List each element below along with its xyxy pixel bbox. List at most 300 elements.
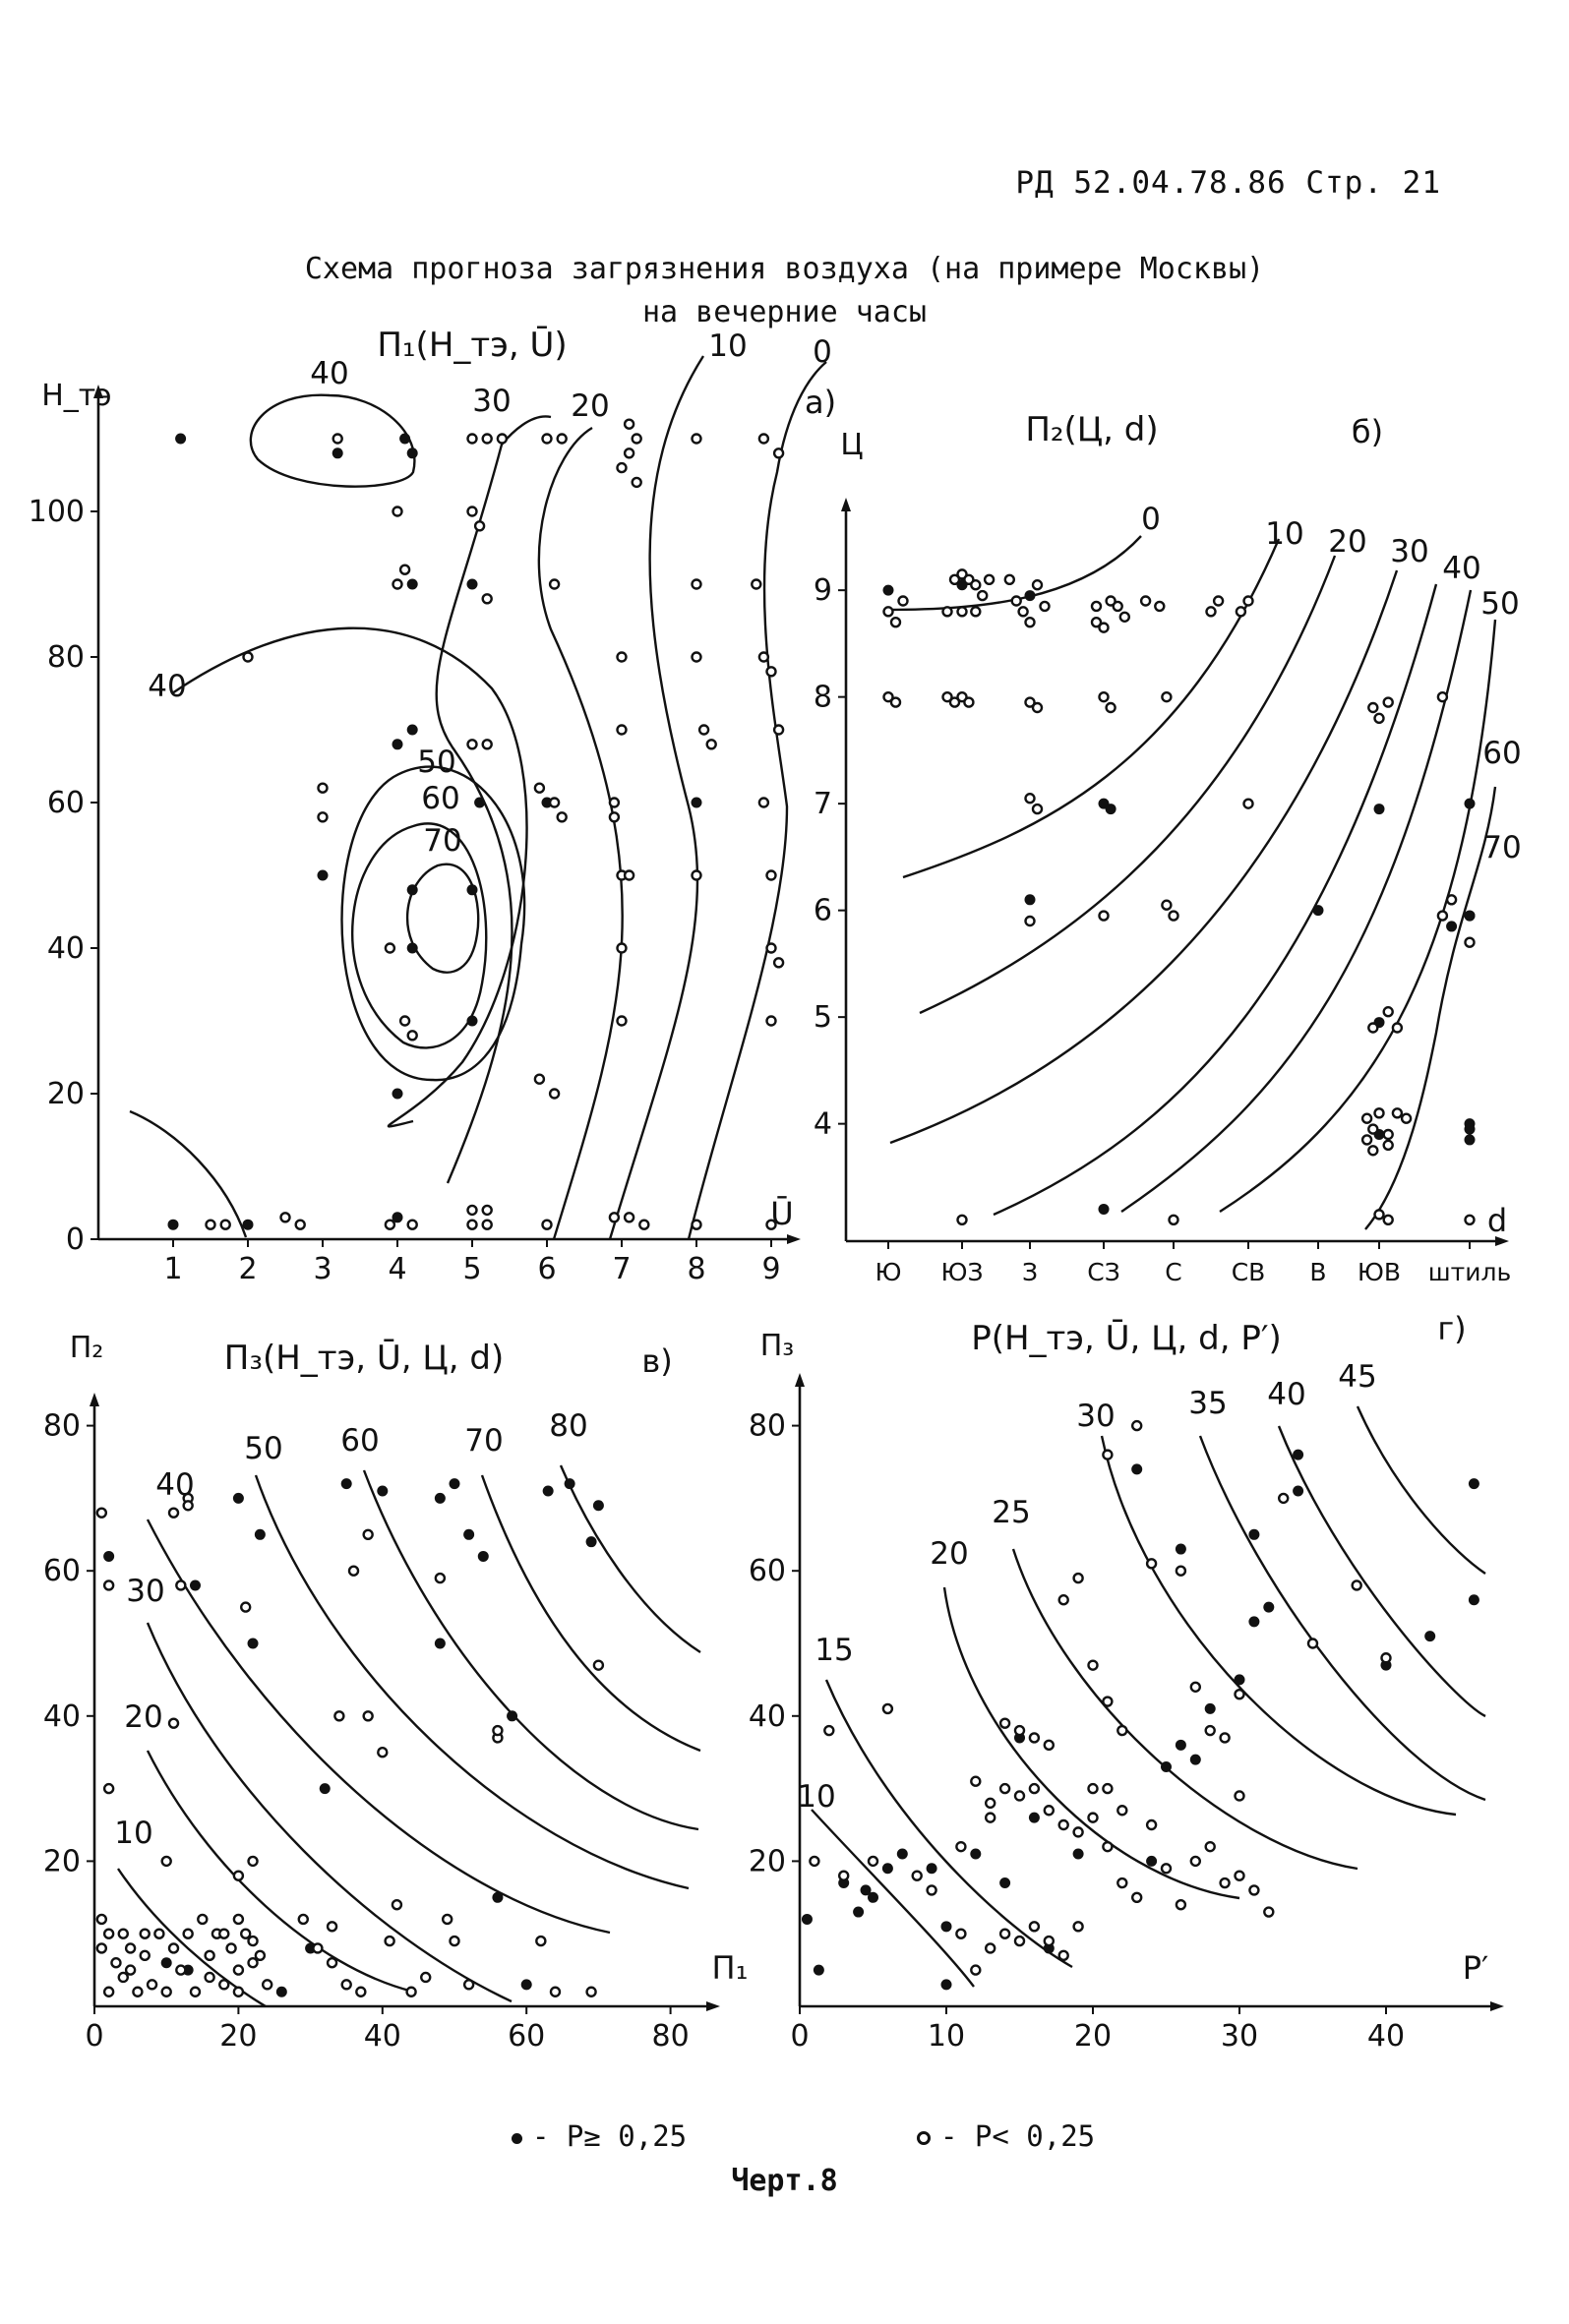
data-point-hollow — [986, 1814, 995, 1822]
data-point-hollow — [1438, 692, 1447, 701]
data-point-filled — [243, 1220, 254, 1230]
data-point-hollow — [104, 1930, 113, 1938]
x-tick-label: 7 — [612, 1252, 632, 1286]
data-point-hollow — [767, 667, 776, 676]
data-point-hollow — [1236, 1791, 1244, 1800]
data-point-hollow — [1059, 1820, 1068, 1829]
contour-line — [812, 1810, 974, 1987]
data-point-filled — [407, 579, 418, 590]
data-point-hollow — [1074, 1922, 1083, 1931]
y-tick-label: 7 — [813, 787, 832, 822]
data-point-hollow — [693, 580, 701, 589]
data-point-hollow — [535, 784, 544, 793]
data-point-filled — [467, 1016, 478, 1027]
data-point-hollow — [633, 435, 641, 444]
data-point-hollow — [1089, 1814, 1098, 1822]
data-point-filled — [1469, 1594, 1479, 1605]
data-point-hollow — [899, 597, 908, 606]
data-point-hollow — [618, 944, 627, 953]
data-point-hollow — [1438, 912, 1447, 921]
data-point-filled — [392, 739, 403, 749]
data-point-hollow — [126, 1966, 135, 1975]
y-tick-label: 0 — [65, 1222, 85, 1257]
data-point-hollow — [618, 653, 627, 662]
data-point-hollow — [234, 1872, 243, 1880]
data-point-filled — [1190, 1755, 1201, 1765]
contour-label: 0 — [1141, 502, 1161, 537]
data-point-hollow — [1447, 895, 1456, 904]
data-point-filled — [1313, 905, 1324, 916]
data-point-filled — [467, 884, 478, 895]
data-point-filled — [399, 434, 410, 445]
data-point-filled — [248, 1639, 259, 1649]
data-point-filled — [474, 798, 485, 808]
contour-label: 25 — [992, 1495, 1031, 1530]
data-point-hollow — [451, 1937, 459, 1945]
data-point-hollow — [1074, 1827, 1083, 1836]
data-point-hollow — [1103, 1698, 1112, 1706]
data-point-hollow — [378, 1748, 387, 1757]
data-point-hollow — [386, 1221, 394, 1229]
data-point-filled — [802, 1914, 813, 1925]
data-point-hollow — [1103, 1842, 1112, 1851]
data-point-filled — [1146, 1856, 1157, 1867]
contour-label: 30 — [126, 1574, 165, 1609]
data-point-hollow — [1368, 703, 1377, 712]
data-point-hollow — [550, 1090, 559, 1099]
data-point-hollow — [625, 1213, 634, 1222]
chart-title: П₁(H_тэ, Ū) — [377, 326, 568, 365]
data-point-hollow — [958, 1216, 967, 1224]
data-point-hollow — [333, 435, 342, 444]
x-tick-label: З — [1021, 1258, 1039, 1286]
panel-label: б) — [1351, 413, 1384, 450]
data-point-hollow — [249, 1958, 258, 1967]
data-point-hollow — [1221, 1878, 1230, 1887]
data-point-filled — [435, 1493, 446, 1504]
contour-line — [610, 356, 703, 1239]
contour-line — [920, 556, 1335, 1013]
data-point-filled — [814, 1965, 824, 1976]
data-point-hollow — [206, 1973, 214, 1982]
data-point-hollow — [551, 1988, 560, 1996]
data-point-filled — [168, 1220, 179, 1230]
data-point-filled — [407, 447, 418, 458]
data-point-filled — [1465, 799, 1476, 809]
y-tick-label: 80 — [42, 1408, 81, 1444]
data-point-filled — [467, 579, 478, 590]
x-axis-label: Ū — [770, 1195, 794, 1232]
data-point-hollow — [693, 871, 701, 880]
page-title: Схема прогноза загрязнения воздуха (на примере Москвы) — [304, 252, 1265, 286]
data-point-hollow — [319, 812, 328, 821]
x-tick-label: 6 — [537, 1252, 557, 1286]
data-point-hollow — [1362, 1135, 1371, 1144]
data-point-hollow — [1384, 698, 1393, 707]
data-point-hollow — [1059, 1595, 1068, 1604]
data-point-hollow — [1244, 597, 1253, 606]
data-point-hollow — [1393, 1024, 1402, 1033]
data-point-hollow — [543, 435, 552, 444]
data-point-hollow — [1375, 1108, 1384, 1117]
data-point-hollow — [407, 1988, 416, 1996]
data-point-hollow — [281, 1213, 290, 1222]
data-point-hollow — [1117, 1806, 1126, 1815]
data-point-filled — [1465, 1134, 1476, 1145]
chart-title: П₂(Ц, d) — [1025, 410, 1159, 449]
data-point-hollow — [1264, 1908, 1273, 1917]
data-point-filled — [332, 447, 343, 458]
contour-line — [561, 1465, 700, 1652]
y-tick-label: 80 — [46, 640, 85, 675]
data-point-hollow — [1100, 692, 1109, 701]
data-point-filled — [392, 1089, 403, 1100]
data-point-filled — [970, 1849, 981, 1860]
data-point-hollow — [839, 1872, 848, 1880]
y-axis-label: П₂ — [69, 1331, 104, 1365]
data-point-hollow — [1147, 1559, 1156, 1568]
data-point-hollow — [162, 1988, 171, 1996]
data-point-filled — [492, 1892, 503, 1903]
data-point-hollow — [219, 1930, 228, 1938]
data-point-hollow — [1074, 1574, 1083, 1582]
data-point-hollow — [1368, 1024, 1377, 1033]
data-point-hollow — [1132, 1421, 1141, 1430]
contour-line — [148, 1520, 610, 1933]
data-point-hollow — [913, 1872, 922, 1880]
data-point-hollow — [767, 1017, 776, 1026]
data-point-hollow — [334, 1711, 343, 1720]
data-point-hollow — [587, 1988, 596, 1996]
contour-line — [172, 628, 527, 1127]
data-point-hollow — [1030, 1733, 1039, 1742]
data-point-hollow — [436, 1574, 445, 1582]
filled-dot-icon — [512, 2133, 522, 2144]
x-tick-label: 20 — [219, 2019, 258, 2054]
data-point-hollow — [468, 1221, 477, 1229]
data-point-filled — [463, 1529, 474, 1540]
data-point-hollow — [356, 1988, 365, 1996]
data-point-hollow — [1059, 1951, 1068, 1960]
y-tick-label: 6 — [813, 893, 832, 928]
data-point-hollow — [1375, 1210, 1384, 1219]
y-tick-label: 100 — [28, 495, 85, 529]
data-point-hollow — [1045, 1741, 1054, 1750]
x-tick-label: С — [1165, 1258, 1182, 1286]
x-tick-label: 1 — [163, 1252, 183, 1286]
data-point-hollow — [162, 1857, 171, 1866]
data-point-filled — [521, 1979, 532, 1990]
data-point-hollow — [1244, 800, 1253, 808]
data-point-hollow — [1000, 1719, 1009, 1728]
data-point-hollow — [625, 420, 634, 429]
data-point-hollow — [759, 653, 768, 662]
data-point-hollow — [244, 653, 253, 662]
x-tick-label: 40 — [1366, 2019, 1406, 2054]
data-point-hollow — [971, 607, 980, 616]
data-point-hollow — [1384, 1007, 1393, 1016]
data-point-hollow — [141, 1930, 150, 1938]
data-point-filled — [318, 870, 329, 881]
x-axis-label: P′ — [1462, 1949, 1489, 1987]
contour-label: 10 — [1265, 516, 1304, 552]
chart-panel-4 — [792, 1373, 1504, 2014]
data-point-hollow — [1141, 597, 1150, 606]
y-tick-label: 20 — [46, 1077, 85, 1111]
x-tick-label: 40 — [363, 2019, 401, 2054]
data-point-hollow — [493, 1726, 502, 1735]
y-axis-arrow-icon — [841, 498, 851, 511]
data-point-filled — [1205, 1703, 1216, 1714]
contour-label: 20 — [571, 388, 610, 424]
data-point-hollow — [1162, 901, 1171, 910]
data-point-hollow — [234, 1966, 243, 1975]
data-point-hollow — [928, 1885, 936, 1894]
data-point-filled — [692, 798, 702, 808]
data-point-hollow — [1177, 1900, 1185, 1909]
x-tick-label: 60 — [508, 2019, 546, 2054]
contour-label: 80 — [549, 1408, 588, 1444]
data-point-hollow — [1147, 1820, 1156, 1829]
data-point-filled — [233, 1493, 244, 1504]
data-point-hollow — [148, 1980, 156, 1989]
contour-label: 45 — [1338, 1359, 1377, 1395]
data-point-hollow — [986, 1799, 995, 1808]
data-point-hollow — [1000, 1930, 1009, 1938]
data-point-hollow — [550, 799, 559, 807]
contour-line — [1121, 590, 1471, 1212]
x-tick-label: 20 — [1073, 2019, 1113, 2054]
x-tick-label: 80 — [651, 2019, 690, 2054]
data-point-hollow — [1103, 1451, 1112, 1460]
contour-label: 60 — [340, 1423, 380, 1459]
y-tick-label: 20 — [748, 1844, 786, 1879]
data-point-filled — [407, 725, 418, 736]
data-point-hollow — [1162, 692, 1171, 701]
data-point-hollow — [956, 1930, 965, 1938]
contour-line — [689, 362, 826, 1239]
data-point-hollow — [1368, 1125, 1377, 1134]
contour-label: 50 — [244, 1431, 283, 1466]
document-reference: РД 52.04.78.86 Стр. 21 — [1015, 165, 1441, 201]
y-axis-arrow-icon — [795, 1373, 805, 1387]
data-point-hollow — [1033, 580, 1042, 589]
data-point-hollow — [1030, 1784, 1039, 1793]
data-point-hollow — [1191, 1683, 1200, 1692]
data-point-filled — [320, 1783, 331, 1794]
data-point-hollow — [256, 1951, 265, 1960]
data-point-hollow — [1100, 912, 1109, 921]
x-tick-label: Ю — [875, 1258, 902, 1286]
data-point-filled — [341, 1478, 352, 1489]
data-point-hollow — [119, 1973, 128, 1982]
data-point-hollow — [475, 521, 484, 530]
data-point-hollow — [1353, 1580, 1361, 1589]
data-point-hollow — [483, 740, 492, 748]
data-point-hollow — [891, 698, 900, 707]
data-point-hollow — [1214, 597, 1223, 606]
data-point-hollow — [1382, 1653, 1391, 1662]
data-point-filled — [565, 1478, 575, 1489]
data-point-hollow — [1308, 1639, 1317, 1648]
data-point-hollow — [443, 1915, 452, 1924]
data-point-hollow — [1033, 804, 1042, 813]
y-tick-label: 8 — [813, 680, 832, 715]
data-point-hollow — [536, 1937, 545, 1945]
data-point-hollow — [319, 784, 328, 793]
data-point-hollow — [400, 1017, 409, 1026]
data-point-hollow — [1402, 1114, 1411, 1123]
data-point-hollow — [1120, 613, 1129, 622]
contour-label: 40 — [148, 669, 187, 704]
contour-label: 60 — [1482, 736, 1522, 771]
chart-panel-2 — [838, 498, 1509, 1249]
data-point-filled — [1025, 590, 1036, 601]
contour-label: 40 — [1267, 1377, 1306, 1412]
data-point-hollow — [328, 1922, 336, 1931]
data-point-filled — [1263, 1602, 1274, 1613]
data-point-hollow — [1368, 1146, 1377, 1155]
data-point-hollow — [184, 1930, 193, 1938]
data-point-hollow — [342, 1980, 351, 1989]
data-point-hollow — [1170, 912, 1178, 921]
data-point-hollow — [1375, 714, 1384, 723]
contour-label: 15 — [815, 1633, 854, 1668]
data-point-hollow — [1384, 1130, 1393, 1139]
contour-line — [1200, 1436, 1485, 1800]
data-point-hollow — [810, 1857, 818, 1866]
data-point-hollow — [421, 1973, 430, 1982]
x-tick-label: 10 — [927, 2019, 966, 2054]
data-point-filled — [868, 1892, 878, 1903]
data-point-filled — [1248, 1529, 1259, 1540]
data-point-hollow — [483, 1221, 492, 1229]
data-point-hollow — [883, 1704, 892, 1713]
data-point-hollow — [891, 618, 900, 626]
x-tick-label: СВ — [1231, 1258, 1266, 1286]
legend-filled-label: - P≥ 0,25 — [532, 2119, 688, 2153]
contour-label: 20 — [930, 1536, 969, 1572]
data-point-hollow — [633, 478, 641, 487]
data-point-filled — [1424, 1631, 1435, 1641]
data-point-hollow — [610, 1213, 619, 1222]
data-point-hollow — [400, 566, 409, 574]
y-tick-label: 80 — [748, 1408, 786, 1444]
data-point-hollow — [558, 812, 567, 821]
legend-hollow-label: - P< 0,25 — [940, 2119, 1096, 2153]
contour-line — [130, 1111, 246, 1237]
legend-filled — [512, 2119, 687, 2153]
data-point-hollow — [483, 1206, 492, 1215]
contour-label: 30 — [1076, 1399, 1116, 1434]
data-point-hollow — [759, 799, 768, 807]
contour-label: 30 — [472, 384, 512, 419]
data-point-hollow — [558, 435, 567, 444]
data-point-filled — [882, 1863, 893, 1874]
data-point-hollow — [349, 1567, 358, 1576]
data-point-hollow — [767, 871, 776, 880]
data-point-filled — [276, 1987, 287, 1997]
contour-line — [407, 864, 478, 973]
contour-line — [482, 1475, 700, 1751]
data-point-hollow — [618, 1017, 627, 1026]
data-point-hollow — [498, 435, 507, 444]
data-point-hollow — [111, 1958, 120, 1967]
data-point-hollow — [249, 1857, 258, 1866]
data-point-filled — [593, 1500, 604, 1511]
data-point-hollow — [1117, 1878, 1126, 1887]
data-point-hollow — [1162, 1864, 1171, 1873]
data-point-hollow — [1089, 1784, 1098, 1793]
x-tick-label: ЮЗ — [940, 1258, 984, 1286]
page-subtitle: на вечерние часы — [642, 295, 927, 329]
contour-label: 30 — [1390, 534, 1429, 569]
data-point-hollow — [625, 871, 634, 880]
data-point-hollow — [1026, 794, 1035, 803]
contour-line — [539, 428, 623, 1239]
data-point-hollow — [97, 1509, 106, 1518]
x-axis-arrow-icon — [1490, 2001, 1504, 2011]
data-point-filled — [1025, 894, 1036, 905]
y-axis-arrow-icon — [90, 1393, 99, 1406]
data-point-filled — [1235, 1674, 1245, 1685]
data-point-hollow — [154, 1930, 163, 1938]
data-point-hollow — [884, 607, 893, 616]
data-point-hollow — [241, 1603, 250, 1612]
y-tick-label: 60 — [42, 1554, 81, 1589]
data-point-filled — [543, 1486, 554, 1497]
data-point-hollow — [869, 1857, 877, 1866]
data-point-hollow — [1155, 602, 1164, 611]
data-point-hollow — [824, 1726, 833, 1735]
data-point-hollow — [483, 435, 492, 444]
data-point-hollow — [126, 1943, 135, 1952]
data-point-filled — [941, 1979, 952, 1990]
data-point-hollow — [774, 958, 783, 967]
x-tick-label: 8 — [687, 1252, 706, 1286]
data-point-hollow — [618, 463, 627, 472]
data-point-filled — [1106, 804, 1116, 814]
contour-label: 60 — [421, 781, 460, 816]
data-point-hollow — [1015, 1937, 1024, 1945]
data-point-hollow — [408, 1221, 417, 1229]
data-point-hollow — [1005, 575, 1014, 584]
contour-line — [1279, 1426, 1485, 1716]
data-point-hollow — [464, 1980, 473, 1989]
data-point-hollow — [693, 435, 701, 444]
contour-label: 35 — [1188, 1386, 1228, 1421]
data-point-hollow — [1466, 938, 1475, 947]
chart-title: П₃(H_тэ, Ū, Ц, d) — [223, 1339, 505, 1378]
y-tick-label: 20 — [42, 1844, 81, 1879]
data-point-filled — [927, 1863, 937, 1874]
data-point-hollow — [169, 1509, 178, 1518]
data-point-filled — [377, 1486, 388, 1497]
data-point-hollow — [1107, 703, 1116, 712]
data-point-hollow — [774, 448, 783, 457]
data-point-hollow — [1207, 607, 1216, 616]
x-tick-label: 0 — [85, 2019, 104, 2054]
data-point-filled — [1374, 804, 1385, 814]
x-tick-label: ЮВ — [1357, 1258, 1402, 1286]
data-point-hollow — [985, 575, 994, 584]
data-point-hollow — [1015, 1791, 1024, 1800]
data-point-hollow — [610, 799, 619, 807]
data-point-hollow — [699, 726, 708, 735]
data-point-filled — [1099, 1204, 1110, 1215]
data-point-hollow — [219, 1980, 228, 1989]
data-point-hollow — [393, 507, 402, 516]
